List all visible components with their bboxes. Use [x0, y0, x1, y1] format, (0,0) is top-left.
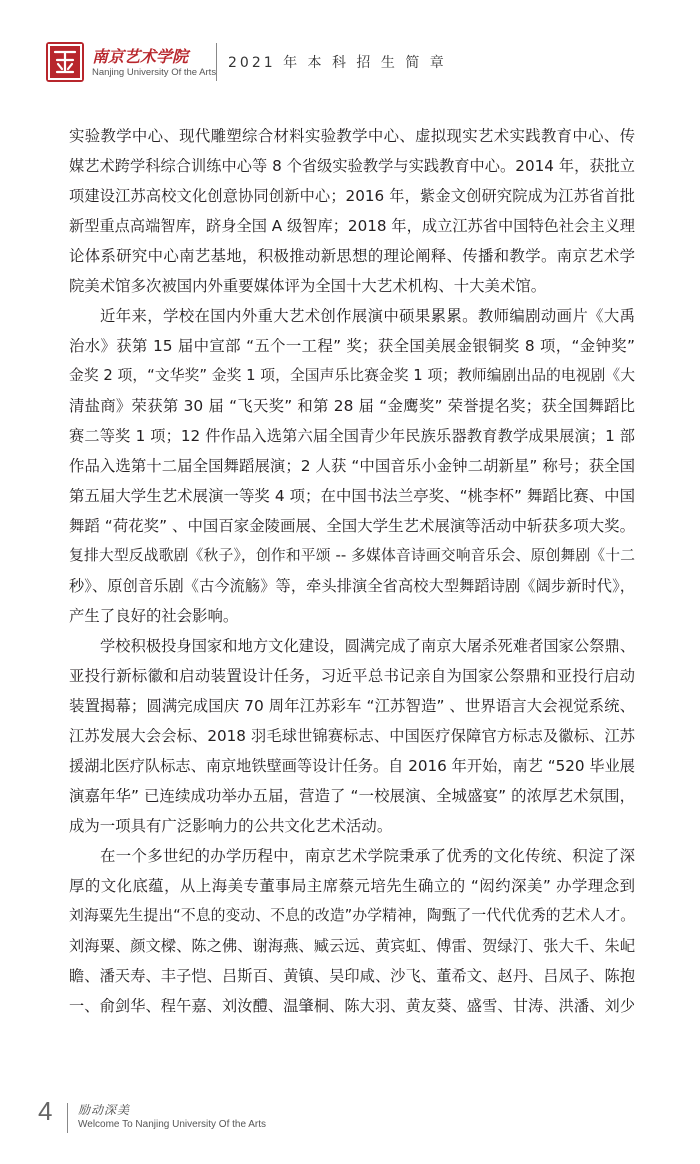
footer-divider	[67, 1103, 68, 1133]
text-line: 刘海粟、颜文樑、陈之佛、谢海燕、臧云远、黄宾虹、傅雷、贺绿汀、张大千、朱屺	[69, 937, 635, 955]
text-line: 媒艺术跨学科综合训练中心等 8 个省级实验教学与实践教育中心。2014 年，获批立	[69, 157, 635, 175]
text-line: 成为一项具有广泛影响力的公共文化艺术活动。	[69, 817, 393, 835]
body-text	[69, 121, 635, 1021]
text-line: 秒》、原创音乐剧《古今流觞》等，牵头排演全省高校大型舞蹈诗剧《阔步新时代》，	[69, 577, 635, 595]
text-line: 刘海粟先生提出“不息的变动、不息的改造”办学精神，陶甄了一代代优秀的艺术人才。	[69, 907, 635, 924]
text-line: 论体系研究中心南艺基地，积极推动新思想的理论阐释、传播和教学。南京艺术学	[69, 247, 635, 265]
text-line: 瞻、潘天寿、丰子恺、吕斯百、黄镇、吴印咸、沙飞、董希文、赵丹、吕凤子、陈抱	[69, 967, 635, 985]
text-line: 在一个多世纪的办学历程中，南京艺术学院秉承了优秀的文化传统、积淀了深	[100, 847, 635, 865]
logo-chinese-name: 南京艺术学院	[92, 47, 189, 66]
brochure-title: 2021 年 本 科 招 生 简 章	[228, 55, 447, 71]
page-header	[0, 0, 700, 95]
paragraph-1	[69, 121, 635, 301]
text-line: 赛二等奖 1 项；12 件作品入选第六届全国青少年民族乐器教育教学成果展演；1 部	[69, 427, 635, 445]
text-line: 江苏发展大会会标、2018 羽毛球世锦赛标志、中国医疗保障官方标志及徽标、江苏	[69, 727, 635, 745]
text-line: 舞蹈 “荷花奖” 、中国百家金陵画展、全国大学生艺术展演等活动中斩获多项大奖。	[69, 517, 635, 535]
text-line: 装置揭幕；圆满完成国庆 70 周年江苏彩车 “江苏智造” 、世界语言大会视觉系统、	[69, 697, 635, 715]
university-seal-logo	[46, 42, 84, 82]
text-line: 新型重点高端智库，跻身全国 A 级智库；2018 年，成立江苏省中国特色社会主义理	[69, 217, 635, 235]
text-line: 近年来，学校在国内外重大艺术创作展演中硕果累累。教师编剧动画片《大禹	[100, 307, 635, 325]
text-line: 亚投行新标徽和启动装置设计任务，习近平总书记亲自为国家公祭鼎和亚投行启动	[69, 667, 635, 685]
paragraph-4	[69, 841, 635, 1021]
logo-english-name: Nanjing University Of the Arts	[92, 67, 217, 78]
text-line: 治水》获第 15 届中宣部 “五个一工程” 奖；获全国美展金银铜奖 8 项，“金钟奖”	[69, 337, 635, 355]
header-divider	[216, 43, 217, 81]
text-line: 作品入选第十二届全国舞蹈展演；2 人获 “中国音乐小金钟二胡新星” 称号；获全国	[69, 457, 635, 475]
text-line: 金奖 2 项，“文华奖” 金奖 1 项，全国声乐比赛金奖 1 项；教师编剧出品的电视剧《大	[69, 367, 635, 384]
page-number: 4	[38, 1096, 53, 1126]
paragraph-2	[69, 301, 635, 631]
footer-welcome: Welcome To Nanjing University Of the Arts	[78, 1119, 267, 1130]
text-line: 一、俞剑华、程午嘉、刘汝醴、温肇桐、陈大羽、黄友葵、盛雪、甘涛、洪潘、刘少	[69, 997, 635, 1015]
text-line: 产生了良好的社会影响。	[69, 607, 239, 625]
text-line: 厚的文化底蕴，从上海美专董事局主席蔡元培先生确立的 “闳约深美” 办学理念到	[69, 877, 635, 895]
footer-motto: 励动深美	[78, 1103, 131, 1117]
text-line: 项建设江苏高校文化创意协同创新中心；2016 年，紫金文创研究院成为江苏省首批	[69, 187, 635, 205]
text-line: 演嘉年华” 已连续成功举办五届，营造了 “一校展演、全城盛宴” 的浓厚艺术氛围，	[69, 787, 635, 805]
paragraph-3	[69, 631, 635, 841]
text-line: 第五届大学生艺术展演一等奖 4 项；在中国书法兰亭奖、“桃李杯” 舞蹈比赛、中国	[69, 487, 635, 505]
text-line: 学校积极投身国家和地方文化建设，圆满完成了南京大屠杀死难者国家公祭鼎、	[100, 637, 635, 655]
text-line: 援湖北医疗队标志、南京地铁壁画等设计任务。自 2016 年开始，南艺 “520 毕业展	[69, 757, 635, 775]
text-line: 清盐商》荣获第 30 届 “飞天奖” 和第 28 届 “金鹰奖” 荣誉提名奖；获全国舞蹈比	[69, 397, 635, 415]
text-line: 复排大型反战歌剧《秋子》，创作和平颂 -- 多媒体音诗画交响音乐会、原创舞剧《十二	[69, 547, 635, 564]
text-line: 实验教学中心、现代雕塑综合材料实验教学中心、虚拟现实艺术实践教育中心、传	[69, 127, 635, 145]
text-line: 院美术馆多次被国内外重要媒体评为全国十大艺术机构、十大美术馆。	[69, 277, 547, 295]
